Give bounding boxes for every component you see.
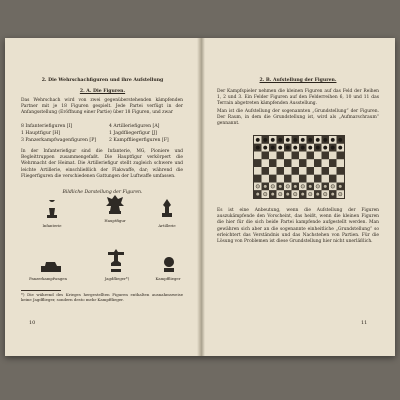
- board-square: [314, 159, 322, 167]
- board-piece: [271, 185, 275, 189]
- board-square: [322, 159, 330, 167]
- grundstellung-paragraph: Man ist die Aufstellung der sogenannten „Grundstellung“ der Figuren. Der Raum, in dem die Grundstellung ist, wird als „Aufmarschraum“ gennannt.: [217, 109, 379, 127]
- board-piece: [323, 146, 327, 150]
- board-piece: [323, 185, 327, 189]
- chessboard-diagram: [253, 135, 345, 199]
- board-square: [329, 175, 337, 183]
- page-number-right: 11: [361, 320, 368, 326]
- board-piece: [263, 146, 267, 150]
- description-paragraph: In der Infanteriefigur sind die Infanterie, MG, Pioniere und Begleittruppen zusammengefaßt. Die Hauptfigur verkörpert die Wehrmacht der Heimat. Die Artilleriefigur stellt zugleich schwere und leichte Artillerie, einschließlich der Flakwaffe, dar; während die Fliegerfiguren die verschiedenen Gattungen der Luftwaffe umfassen.: [21, 149, 183, 179]
- board-square: [337, 167, 345, 175]
- left-page-heading: 2. Die Wehrschachfiguren und ihre Aufstellung: [41, 78, 164, 83]
- board-piece: [278, 185, 282, 189]
- list-item: 1 Hauptfigur [H]: [21, 131, 61, 136]
- board-square: [322, 175, 330, 183]
- diagram-title: Bildliche Darstellung der Figuren.: [62, 190, 143, 195]
- list-item: 3 Panzerkampfwagenfiguren [P]: [21, 138, 97, 143]
- board-piece: [301, 146, 305, 150]
- board-square: [292, 167, 300, 175]
- board-piece: [286, 192, 290, 196]
- list-item: 8 Infanteriefiguren [I]: [21, 124, 73, 129]
- board-square: [277, 175, 285, 183]
- board-piece: [271, 138, 275, 142]
- board-square: [269, 159, 277, 167]
- board-piece: [316, 146, 320, 150]
- board-piece: [331, 138, 335, 142]
- board-square: [299, 159, 307, 167]
- footnote: *) Die während des Krieges hergestellten Figuren enthalten ausnahmsweise keine Jagdflieger, sondern desto mehr Kampfflieger.: [21, 292, 183, 303]
- board-square: [262, 159, 270, 167]
- caption-jagdflieger: Jagdflieger*): [104, 276, 130, 281]
- board-square: [337, 159, 345, 167]
- board-piece: [308, 185, 312, 189]
- board-square: [277, 152, 285, 160]
- footnote-rule: [21, 290, 61, 291]
- caption-panzer: Panzerkampfwagen: [29, 276, 67, 281]
- board-square: [329, 152, 337, 160]
- board-square: [284, 167, 292, 175]
- board-square: [314, 175, 322, 183]
- setup-paragraph: Der Kampfspieler nehmen die kleinen Figuren auf das Feld der Reihen 1, 2 und 3. Ein Felder Figuren auf den Felderreihen 6, 10 und 11 das Terrain abgetreten kämpfenden Ausstellung.: [217, 89, 379, 107]
- board-piece: [293, 146, 297, 150]
- board-square: [314, 167, 322, 175]
- artillery-piece-icon: [159, 198, 175, 224]
- closing-paragraph: Es ist eine Anbeutung, wenn die Aufstellung der Figuren auszukämpfende den Vorscheint, das heißt, wenn die kleinen Figuren die hier für die sich beide Partei kampfende aufgestellt werden. Man gewähren sich aber an die sogenannte einheitliche „Grundstellung“ so erleichtert das Verständnis und das Nachstehen von Partien. Für die Lösung von Problemen ist diese Grundstellung hier nicht unerläßlich.: [217, 208, 379, 245]
- board-piece: [301, 185, 305, 189]
- board-square: [269, 167, 277, 175]
- board-square: [262, 167, 270, 175]
- board-piece: [301, 138, 305, 142]
- board-piece: [331, 185, 335, 189]
- bomber-piece-icon: [162, 256, 176, 278]
- board-piece: [256, 185, 260, 189]
- board-piece: [286, 146, 290, 150]
- board-piece: [293, 185, 297, 189]
- board-piece: [316, 138, 320, 142]
- list-item: 2 Kampffliegerfiguren [F]: [109, 138, 169, 143]
- board-piece: [308, 146, 312, 150]
- board-piece: [293, 192, 297, 196]
- board-square: [284, 159, 292, 167]
- board-square: [307, 175, 315, 183]
- board-piece: [263, 138, 267, 142]
- board-piece: [338, 192, 342, 196]
- right-page: [201, 38, 395, 356]
- open-book: [5, 38, 395, 356]
- board-square: [292, 159, 300, 167]
- board-piece: [316, 185, 320, 189]
- board-square: [292, 175, 300, 183]
- board-square: [299, 175, 307, 183]
- board-square: [277, 167, 285, 175]
- board-piece: [286, 185, 290, 189]
- board-piece: [323, 138, 327, 142]
- headquarters-piece-icon: [104, 194, 126, 220]
- infantry-piece-icon: [44, 200, 60, 224]
- board-square: [254, 159, 262, 167]
- board-piece: [293, 138, 297, 142]
- right-page-heading: 2. B. Aufstellung der Figuren.: [259, 78, 337, 83]
- board-piece: [278, 192, 282, 196]
- left-page-subheading: 2. A. Die Figuren.: [79, 89, 126, 94]
- board-piece: [263, 185, 267, 189]
- board-square: [284, 152, 292, 160]
- board-piece: [256, 138, 260, 142]
- board-piece: [316, 192, 320, 196]
- caption-hauptfigur: Hauptfigur: [104, 218, 126, 223]
- board-piece: [338, 146, 342, 150]
- board-square: [322, 152, 330, 160]
- board-piece: [331, 192, 335, 196]
- board-piece: [301, 192, 305, 196]
- board-square: [262, 175, 270, 183]
- caption-infanterie: Infanterie: [42, 223, 62, 228]
- board-piece: [323, 192, 327, 196]
- board-square: [299, 167, 307, 175]
- board-square: [329, 167, 337, 175]
- board-piece: [271, 192, 275, 196]
- caption-kampfflieger: Kampfflieger: [155, 276, 181, 281]
- board-square: [254, 175, 262, 183]
- board-square: [337, 175, 345, 183]
- board-piece: [278, 146, 282, 150]
- board-square: [307, 159, 315, 167]
- board-square: [254, 152, 262, 160]
- board-piece: [331, 146, 335, 150]
- board-piece: [271, 146, 275, 150]
- board-piece: [263, 192, 267, 196]
- board-piece: [308, 138, 312, 142]
- board-square: [254, 167, 262, 175]
- board-square: [262, 152, 270, 160]
- board-square: [337, 152, 345, 160]
- board-square: [299, 152, 307, 160]
- board-piece: [256, 192, 260, 196]
- board-square: [322, 167, 330, 175]
- board-piece: [338, 185, 342, 189]
- board-square: [292, 152, 300, 160]
- board-square: [284, 175, 292, 183]
- board-piece: [308, 192, 312, 196]
- fighter-piece-icon: [107, 248, 125, 278]
- page-number-left: 10: [29, 320, 36, 326]
- board-square: [329, 159, 337, 167]
- caption-artillerie: Artillerie: [158, 223, 176, 228]
- board-piece: [256, 146, 260, 150]
- board-square: [307, 152, 315, 160]
- board-square: [269, 152, 277, 160]
- board-square: [277, 159, 285, 167]
- left-page: [5, 38, 200, 356]
- board-square: [314, 152, 322, 160]
- board-square: [307, 167, 315, 175]
- board-piece: [286, 138, 290, 142]
- list-item: 4 Artilleriefiguren [A]: [109, 124, 160, 129]
- board-piece: [278, 138, 282, 142]
- board-piece: [338, 138, 342, 142]
- list-item: 1 Jagdfliegerfigur [J]: [109, 131, 157, 136]
- board-square: [269, 175, 277, 183]
- intro-paragraph: Das Wehrschach wird von zwei gegenüberstehenden kämpfenden Partner mit je 18 Figuren gespielt. Jede Partei verfügt in der Anfangsstellung (Eröffnung einer Partie) über 18 Figuren, und zwar: [21, 98, 183, 116]
